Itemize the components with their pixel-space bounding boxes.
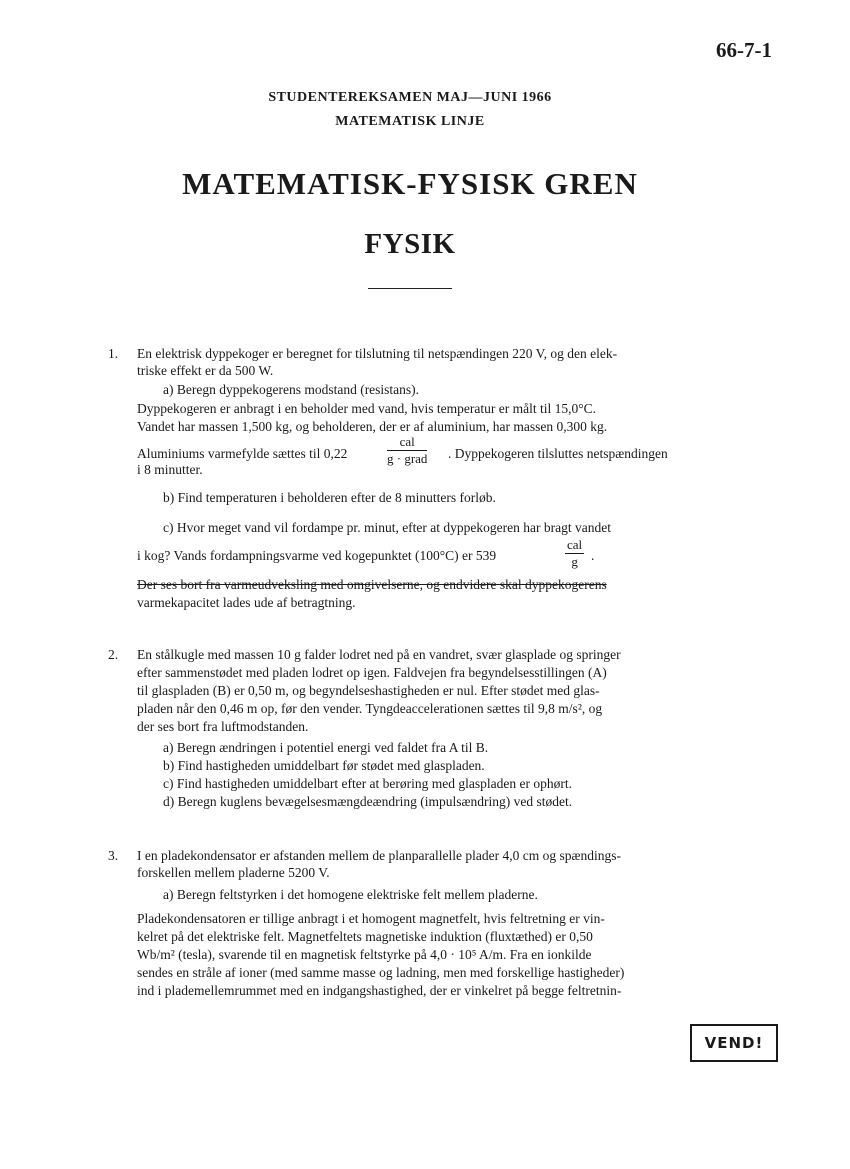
subquestion-a: a) Beregn feltstyrken i det homogene elektriske felt mellem pladerne. bbox=[163, 887, 538, 902]
problem-text-line: kelret på det elektriske felt. Magnetfeltets magnetiske induktion (fluxtæthed) er 0,50 bbox=[137, 929, 593, 944]
unit-fraction bbox=[565, 537, 584, 570]
subquestion-b: b) Find temperaturen i beholderen efter de 8 minutters forløb. bbox=[163, 490, 496, 505]
problem-number: 1. bbox=[108, 346, 119, 361]
problem-text-line: pladen når den 0,46 m op, før den vender. Tyngdeaccelerationen sættes til 9,8 m/s², og bbox=[137, 701, 603, 716]
problem-text-line: ind i plademellemrummet med en indgangshastighed, der er vinkelret på begge feltretnin- bbox=[137, 983, 622, 998]
problem-text-line: efter sammenstødet med pladen lodret op igen. Faldvejen fra begyndelsesstillingen (A) bbox=[137, 665, 607, 680]
problem-text-line: I en pladekondensator er afstanden mellem de planparallelle plader 4,0 cm og spændings- bbox=[137, 848, 621, 863]
fraction-denominator: g · grad bbox=[387, 451, 428, 466]
turn-page-box: VEND! bbox=[690, 1024, 778, 1062]
problem-text-line: . Dyppekogeren tilsluttes netspændingen bbox=[448, 446, 668, 461]
page-code: 66-7-1 bbox=[716, 38, 772, 62]
subject-title: FYSIK bbox=[364, 228, 456, 260]
problem-text-line: Dyppekogeren er anbragt i en beholder med vand, hvis temperatur er målt til 15,0°C. bbox=[137, 401, 597, 416]
problem-text-line: triske effekt er da 500 W. bbox=[137, 363, 274, 378]
subquestion-b: b) Find hastigheden umiddelbart før stødet med glaspladen. bbox=[163, 758, 485, 773]
problem-text-line: i 8 minutter. bbox=[137, 462, 203, 477]
problem-text-line: Vandet har massen 1,500 kg, og beholderen, der er af aluminium, har massen 0,300 kg. bbox=[137, 419, 608, 434]
subquestion-c: c) Find hastigheden umiddelbart efter at berøring med glaspladen er ophørt. bbox=[163, 776, 572, 791]
problem-text-line: sendes en stråle af ioner (med samme masse og ladning, men med forskellige hastigheder) bbox=[137, 965, 625, 980]
problem-text-line: varmekapacitet lades ude af betragtning. bbox=[137, 595, 356, 610]
fraction-numerator: cal bbox=[567, 537, 583, 552]
title-divider bbox=[368, 288, 452, 289]
problem-number: 3. bbox=[108, 848, 119, 863]
problem-text-line: i kog? Vands fordampningsvarme ved kogepunktet (100°C) er 539 bbox=[137, 548, 497, 563]
problem-text-line: . bbox=[591, 548, 595, 563]
problem-text-line: der ses bort fra luftmodstanden. bbox=[137, 719, 309, 734]
struck-text-line: Der ses bort fra varmeudveksling med omgivelserne, og endvidere skal dyppekogerens bbox=[137, 577, 607, 592]
exam-line: MATEMATISK LINJE bbox=[335, 114, 485, 129]
subquestion-a: a) Beregn ændringen i potentiel energi ved faldet fra A til B. bbox=[163, 740, 489, 755]
branch-title: MATEMATISK-FYSISK GREN bbox=[182, 166, 638, 201]
problem-text-line: til glaspladen (B) er 0,50 m, og begyndelseshastigheden er nul. Efter stødet med glas- bbox=[137, 683, 600, 698]
problem-text-line: En elektrisk dyppekoger er beregnet for tilslutning til netspændingen 220 V, og den elek- bbox=[137, 346, 618, 361]
problem-text-line: Wb/m² (tesla), svarende til en magnetisk feltstyrke på 4,0 · 10⁵ A/m. Fra en ionkilde bbox=[137, 947, 592, 962]
fraction-numerator: cal bbox=[387, 434, 427, 451]
unit-fraction bbox=[387, 434, 427, 467]
subquestion-a: a) Beregn dyppekogerens modstand (resistans). bbox=[163, 382, 420, 397]
problem-text-line: Aluminiums varmefylde sættes til 0,22 bbox=[137, 446, 348, 461]
problem-text-line: En stålkugle med massen 10 g falder lodret ned på en vandret, svær glasplade og springer bbox=[137, 647, 621, 662]
fraction-denominator: g bbox=[571, 554, 578, 569]
exam-title: STUDENTEREKSAMEN MAJ—JUNI 1966 bbox=[268, 90, 552, 105]
problem-text-line: Pladekondensatoren er tillige anbragt i et homogent magnetfelt, hvis feltretning er vin- bbox=[137, 911, 605, 926]
problem-text-line: forskellen mellem pladerne 5200 V. bbox=[137, 865, 330, 880]
subquestion-d: d) Beregn kuglens bevægelsesmængdeændring (impulsændring) ved stødet. bbox=[163, 794, 573, 809]
problem-number: 2. bbox=[108, 647, 119, 662]
subquestion-c: c) Hvor meget vand vil fordampe pr. minut, efter at dyppekogeren har bragt vandet bbox=[163, 520, 611, 535]
